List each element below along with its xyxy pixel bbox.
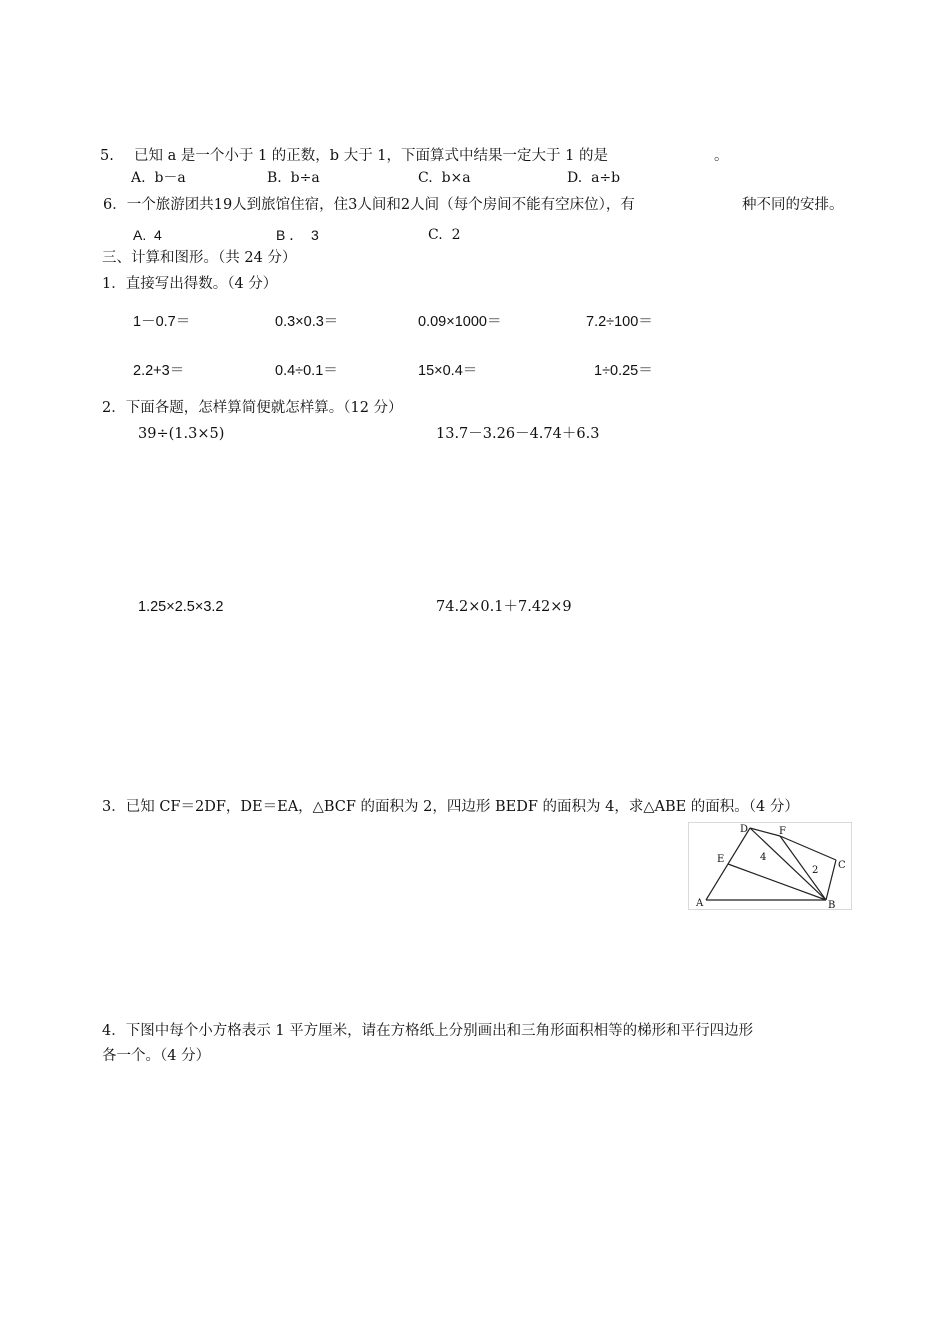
p2-item-2: 13.7－3.26－4.74＋6.3 [436, 426, 600, 442]
p1-r2c4: 1÷0.25＝ [594, 363, 653, 379]
p2-title: 2．下面各题，怎样算简便就怎样算。（12 分） [102, 400, 403, 416]
p2-item-3: 1.25×2.5×3.2 [138, 599, 224, 615]
p1-r1c2: 0.3×0.3＝ [275, 314, 339, 330]
p1-r2c2: 0.4÷0.1＝ [275, 363, 338, 379]
p1-r2c3: 15×0.4＝ [418, 363, 478, 379]
p2-item-1: 39÷(1.3×5) [138, 426, 225, 442]
p1-r2c1: 2.2+3＝ [133, 363, 185, 379]
label-f: F [779, 826, 786, 837]
q5-text: 已知 a 是一个小于 1 的正数，b 大于 1，下面算式中结果一定大于 1 的是 [134, 148, 608, 164]
q6-option-a: A. 4 [133, 227, 162, 243]
area-label-bedf: 4 [760, 852, 767, 863]
p2-item-4: 74.2×0.1＋7.42×9 [436, 599, 572, 615]
p1-r1c3: 0.09×1000＝ [418, 314, 502, 330]
q5-number: 5. [100, 148, 114, 164]
p1-r1c1: 1－0.7＝ [133, 314, 191, 330]
label-a: A [696, 898, 704, 909]
p1-title: 1．直接写出得数。（4 分） [102, 276, 278, 292]
label-c: C [838, 860, 846, 871]
q5-option-d: D. a÷b [567, 170, 621, 186]
q5-option-b: B. b÷a [267, 170, 320, 186]
q6-option-c: C. 2 [428, 227, 461, 243]
label-e: E [717, 854, 725, 865]
p1-r1c4: 7.2÷100＝ [586, 314, 653, 330]
area-label-bcf: 2 [812, 865, 819, 876]
q6-option-b: B ． 3 [276, 227, 319, 243]
q6-text: 6．一个旅游团共19人到旅馆住宿，住3人间和2人间（每个房间不能有空床位），有 [103, 197, 635, 213]
p3-text: 3．已知 CF＝2DF，DE＝EA，△BCF 的面积为 2，四边形 BEDF 的面积为 4，求△ABE 的面积。（4 分） [102, 799, 799, 815]
q5-blank-end: 。 [714, 148, 729, 164]
p4-line2: 各一个。（4 分） [102, 1048, 211, 1064]
p4-line1: 4．下图中每个小方格表示 1 平方厘米，请在方格纸上分别画出和三角形面积相等的梯形和平行四边形 [102, 1023, 754, 1039]
label-d: D [740, 824, 749, 835]
label-b: B [828, 900, 836, 910]
q5-option-c: C. b×a [418, 170, 471, 186]
q5-option-a: A. b－a [131, 170, 186, 186]
geometry-figure [688, 822, 852, 910]
section-title: 三、计算和图形。（共 24 分） [102, 250, 297, 266]
q6-text-end: 种不同的安排。 [742, 197, 844, 213]
